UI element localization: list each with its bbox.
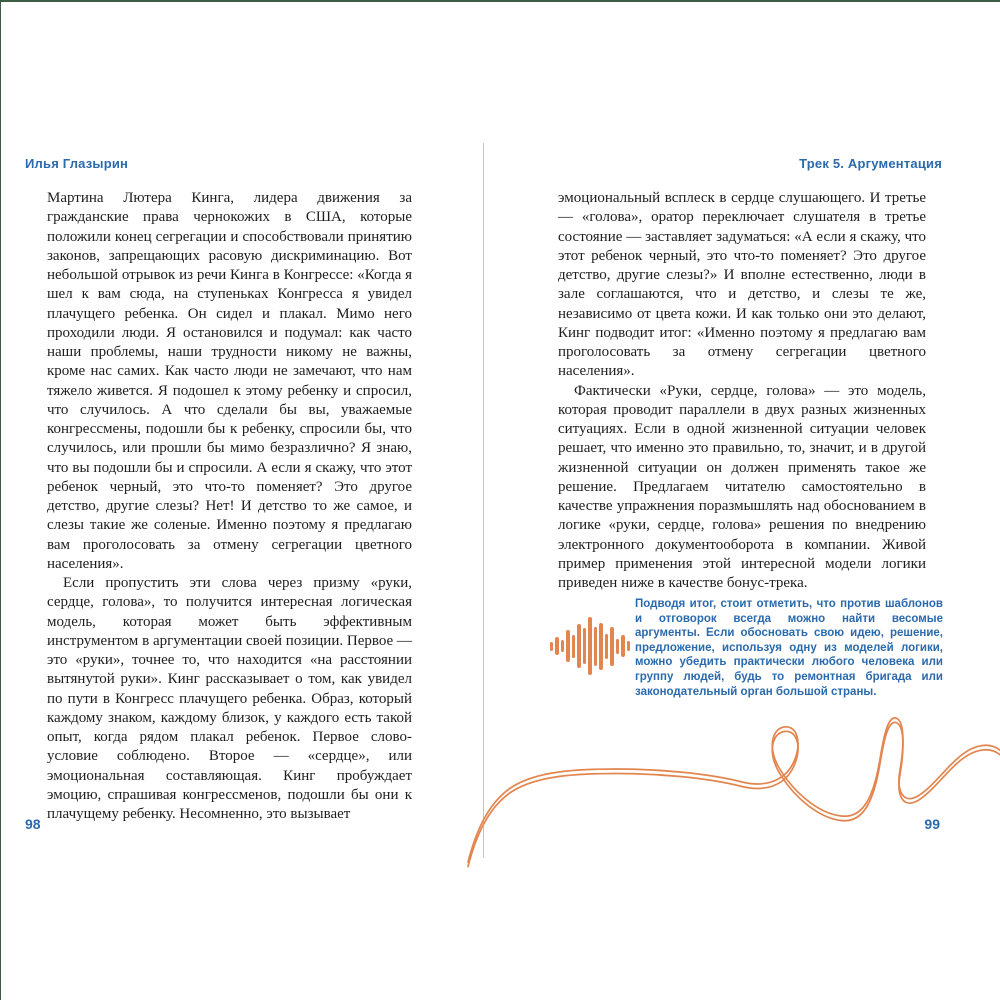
sound-wave-bar <box>555 637 559 655</box>
sound-wave-bar <box>577 624 581 668</box>
left-page-text-column <box>47 189 412 824</box>
sound-wave-bar <box>561 640 565 652</box>
right-page-number: 99 <box>924 816 940 832</box>
sound-wave-bar <box>621 635 625 657</box>
right-running-header: Трек 5. Аргументация <box>799 156 942 171</box>
sound-wave-bar <box>583 628 587 664</box>
sound-wave-bar <box>550 642 554 651</box>
sound-wave-bar <box>605 634 609 659</box>
paragraph: Мартина Лютера Кинга, лидера движения за гражданские права чернокожих в США, которые положили конец сегрегации и способствовали принятию законов, запрещающих расовую дискриминацию. Вот небольшой отрывок из речи Кинга в Конгрессе: «Когда я шел к вам сюда, на ступеньках Конгресса я увидел плачущего ребенка. Он сидел и плакал. Мимо него проходили люди. Я остановился и подумал: как часто наши проблемы, наши трудности никому не важны, кроме нас самих. Как часто люди не замечают, что нам тяжело живется. Я подошел к этому ребенку и спросил, что случилось. А что сделали бы вы, уважаемые конгрессмены, подошли бы к ребенку, спросили бы, что случилось, или прошли бы мимо безразлично? Я знаю, что вы подошли бы и спросили. А если я скажу, что этот ребенок черный, это что-то поменяет? Это другое детство, другие слезы? Нет! И детство то же самое, и слезы такие же соленые. Именно поэтому я предлагаю вам проголосовать за отмену сегрегации цветного населения». <box>47 190 412 572</box>
sound-wave-bar <box>588 617 592 675</box>
top-border-line <box>0 0 1000 2</box>
sound-wave-bar <box>627 641 631 651</box>
left-page-number: 98 <box>25 816 41 832</box>
right-page-text-column <box>558 189 926 593</box>
sound-wave-bar <box>566 630 570 662</box>
summary-callout <box>545 594 943 699</box>
sound-wave-icon <box>545 594 635 698</box>
sound-wave-bar <box>616 639 620 654</box>
paragraph: эмоциональный всплеск в сердце слушающего. И третье — «голова», оратор переключает слушателя в третье состояние — заставляет задуматься: «А если я скажу, что этот ребенок черный, это что-то поменяет? Это другое детство, другие слезы?» И вполне естественно, люди в зале соглашаются, что и детство, и слезы те же, независимо от цвета кожи. И как только они это делают, Кинг подводит итог: «Именно поэтому я предлагаю вам проголосовать за отмену сегрегации цветного населения». <box>558 190 926 380</box>
paragraph: Фактически «Руки, сердце, голова» — это модель, которая проводит параллели в двух разных жизненных ситуациях. Если в одной жизненной ситуации человек решает, что именно это правильно, то, значит, и в другой жизненной ситуации он должен применять такое же решение. Предлагаем читателю самостоятельно в качестве упражнения поразмышлять над обоснованием в логике «руки, сердце, голова» решения по внедрению электронного документооборота в компании. Живой пример применения этой интересной модели логики приведен ниже в качестве бонус-трека. <box>558 382 926 591</box>
ribbon-decoration <box>455 685 1000 870</box>
callout-text: Подводя итог, стоит отметить, что против шаблонов и отговорок всегда можно найти весомые аргументы. Если обосновать свою идею, решение, предложение, используя одну из моделей логики, можно убедить практически любого человека или группу людей, будь то ремонтная бригада или законодательный орган большой страны. <box>635 598 943 698</box>
left-border-line <box>0 0 1 1000</box>
sound-wave-bar <box>572 635 576 658</box>
sound-wave-bar <box>610 627 614 666</box>
left-running-header: Илья Глазырин <box>25 156 129 171</box>
sound-wave-bar <box>599 623 603 670</box>
sound-wave-bar <box>594 627 598 666</box>
paragraph: Если пропустить эти слова через призму «руки, сердце, голова», то получится интересная логическая модель, которая может быть эффективным инструментом в аргументации своей позиции. Первое — это «руки», точнее то, что находится «на расстоянии вытянутой руки». Кинг рассказывает о том, как увидел по пути в Конгресс плачущего ребенка. Образ, который каждому знаком, каждому близок, у каждого есть такой опыт, когда рядом плакал ребенок. Первое слово-условие соблюдено. Второе — «сердце», или эмоциональная составляющая. Кинг пробуждает эмоцию, спрашивая конгрессменов, подошли бы они к плачущему ребенку. Несомненно, это вызывает <box>47 575 412 822</box>
